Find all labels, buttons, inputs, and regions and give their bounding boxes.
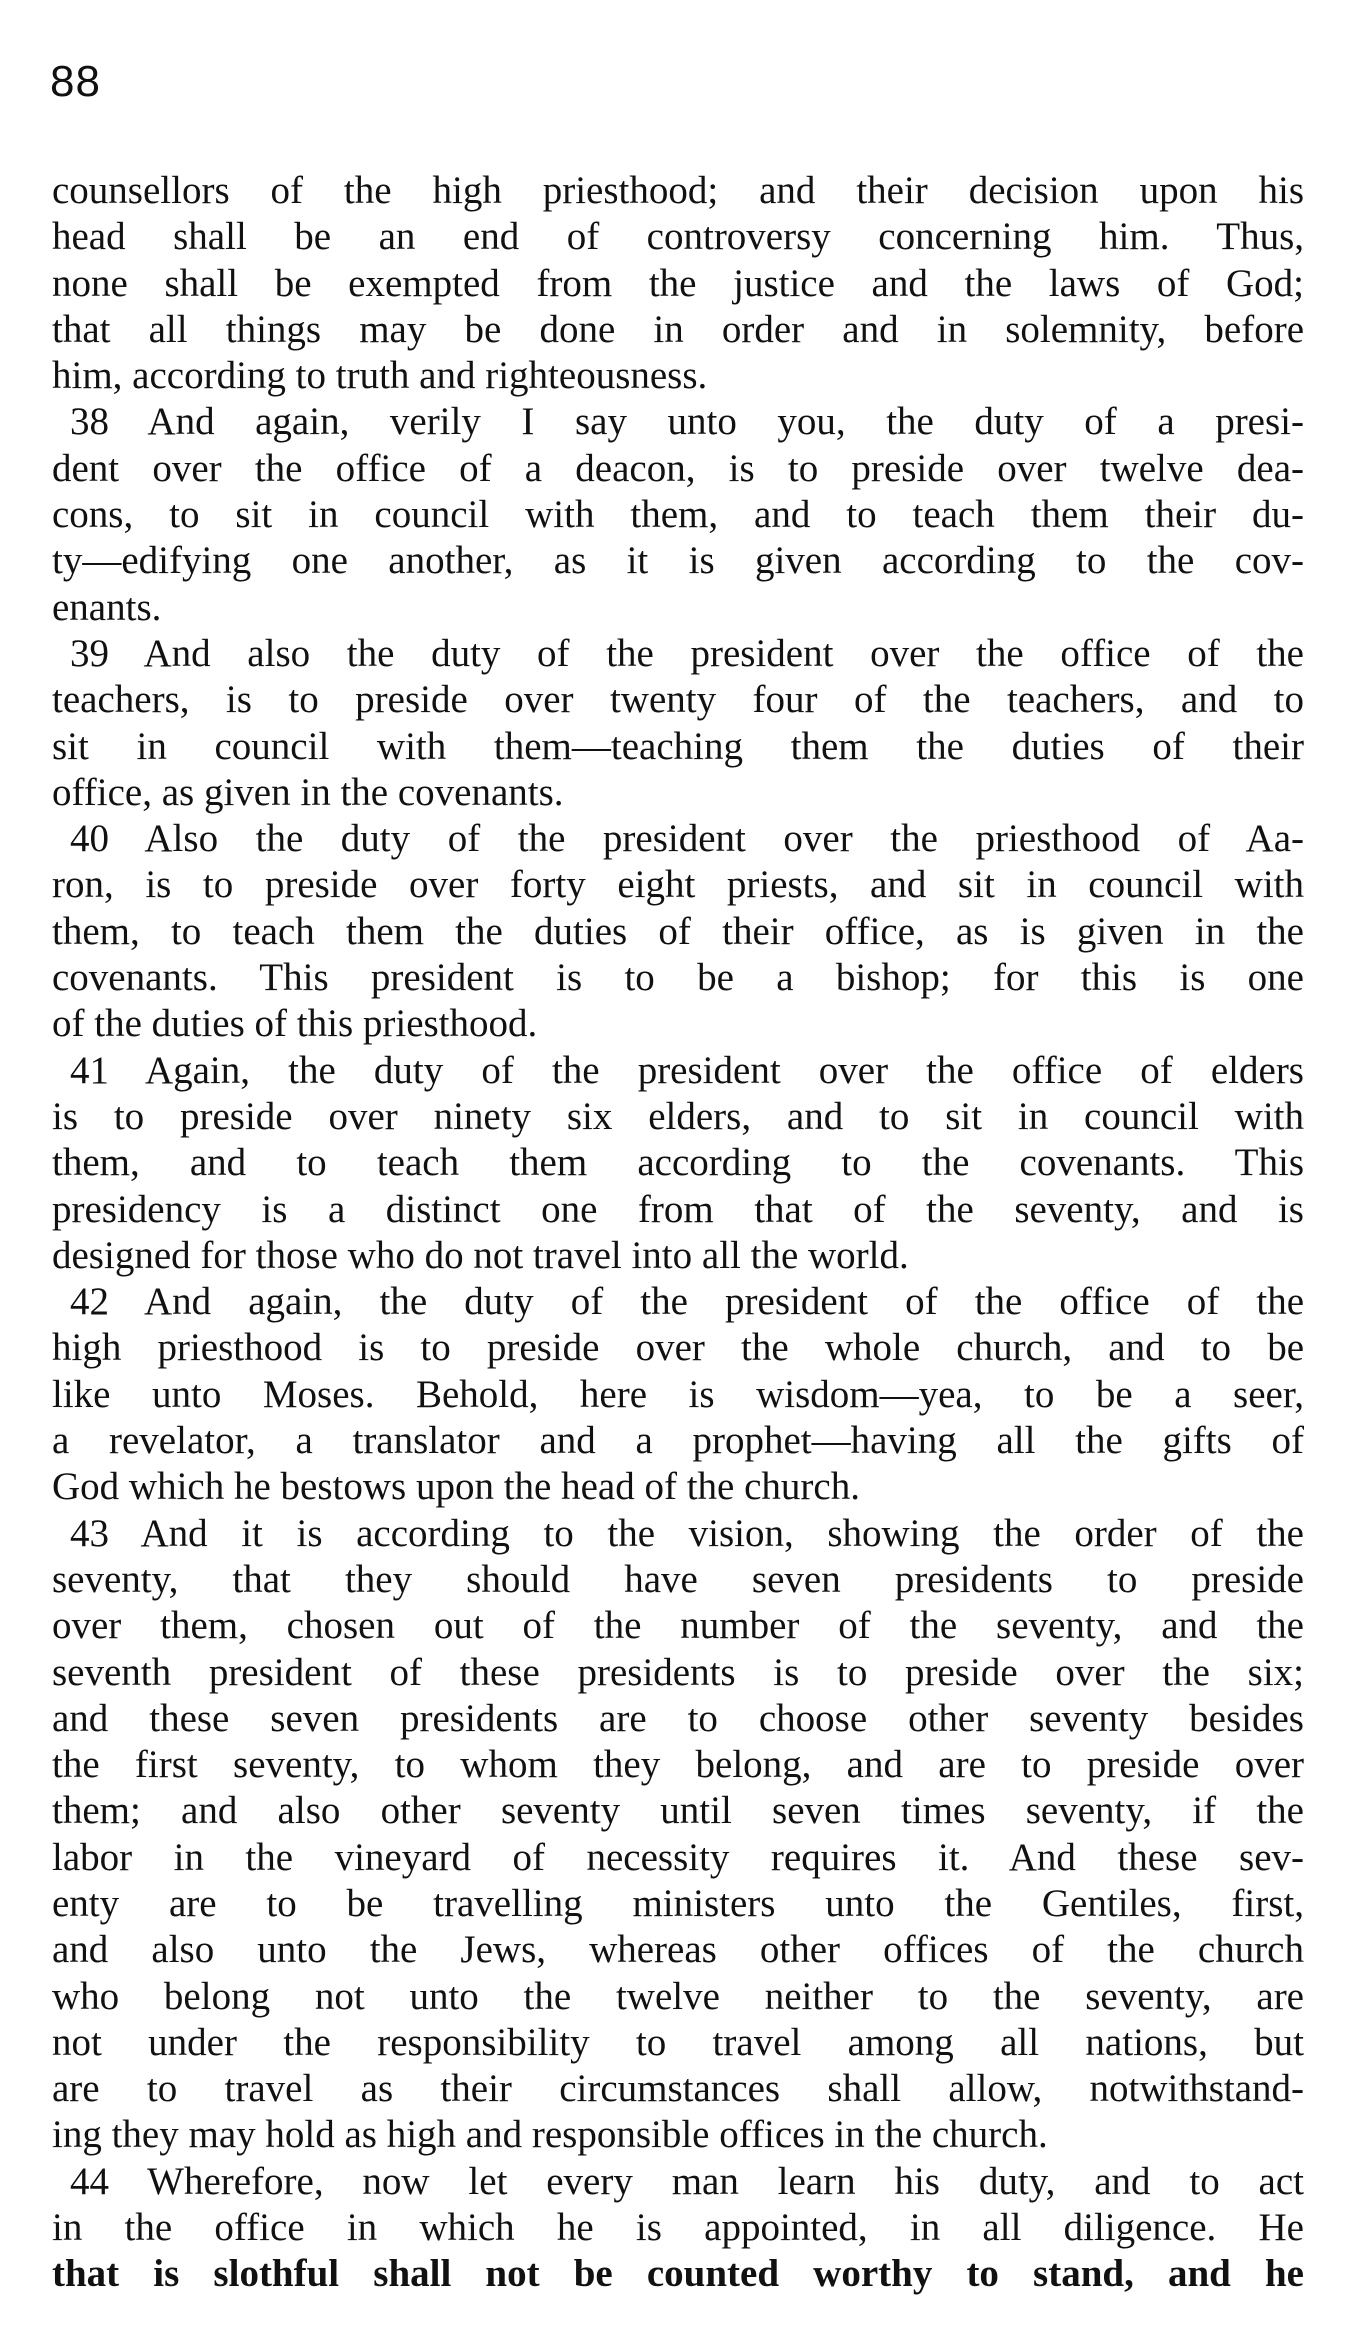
text-line: office, as given in the covenants. <box>52 770 564 814</box>
text-line: 39 And also the duty of the president over the office of the <box>70 631 1304 675</box>
text-line: high priesthood is to preside over the whole church, and to be <box>52 1326 1304 1370</box>
text-line: labor in the vineyard of necessity requires it. And these sev- <box>52 1835 1304 1879</box>
text-line: and also unto the Jews, whereas other offices of the church <box>52 1928 1304 1972</box>
text-line: over them, chosen out of the number of the seventy, and the <box>52 1604 1304 1648</box>
text-line: 41 Again, the duty of the president over the office of elders <box>70 1048 1304 1092</box>
text-line: head shall be an end of controversy concerning him. Thus, <box>52 215 1304 259</box>
page-number: 88 <box>50 57 101 106</box>
text-line: 44 Wherefore, now let every man learn his duty, and to act <box>70 2159 1304 2203</box>
text-line: seventy, that they should have seven presidents to preside <box>52 1557 1304 1601</box>
text-line: 42 And again, the duty of the president of the office of the <box>70 1280 1304 1324</box>
text-line: 40 Also the duty of the president over the priesthood of Aa- <box>70 817 1304 861</box>
text-line: none shall be exempted from the justice and the laws of God; <box>52 261 1304 305</box>
text-line: him, according to truth and righteousness. <box>52 354 708 398</box>
text-line: counsellors of the high priesthood; and their decision upon his <box>52 169 1304 212</box>
body-text <box>52 168 1304 2298</box>
text-line: dent over the office of a deacon, is to preside over twelve dea- <box>52 446 1304 490</box>
text-line: covenants. This president is to be a bishop; for this is one <box>52 956 1304 1000</box>
text-line: who belong not unto the twelve neither to the seventy, are <box>52 1974 1304 2018</box>
text-line: sit in council with them—teaching them the duties of their <box>52 724 1304 768</box>
text-line: like unto Moses. Behold, here is wisdom—yea, to be a seer, <box>52 1372 1304 1416</box>
text-line: designed for those who do not travel into all the world. <box>52 1233 909 1277</box>
text-line: 38 And again, verily I say unto you, the duty of a presi- <box>70 400 1304 444</box>
text-line: them; and also other seventy until seven times seventy, if the <box>52 1789 1304 1833</box>
text-line: presidency is a distinct one from that of the seventy, and is <box>52 1187 1304 1231</box>
text-line: ty—edifying one another, as it is given according to the cov- <box>52 539 1304 583</box>
text-line: them, and to teach them according to the covenants. This <box>52 1141 1304 1185</box>
text-line: and these seven presidents are to choose other seventy besides <box>52 1696 1304 1740</box>
text-line: in the office in which he is appointed, in all diligence. He <box>52 2206 1304 2250</box>
text-line: are to travel as their circumstances shall allow, notwithstand- <box>52 2067 1304 2111</box>
text-line: that is slothful shall not be counted worthy to stand, and he <box>52 2252 1304 2296</box>
text-line: seventh president of these presidents is to preside over the six; <box>52 1650 1304 1694</box>
text-line: a revelator, a translator and a prophet—having all the gifts of <box>52 1419 1304 1463</box>
text-line: ron, is to preside over forty eight priests, and sit in council with <box>52 863 1304 907</box>
text-line: of the duties of this priesthood. <box>52 1002 538 1046</box>
text-line: the first seventy, to whom they belong, and are to preside over <box>52 1743 1304 1787</box>
text-line: enants. <box>52 585 162 629</box>
text-line: not under the responsibility to travel among all nations, but <box>52 2020 1304 2064</box>
text-line: 43 And it is according to the vision, showing the order of the <box>70 1511 1304 1555</box>
text-line: cons, to sit in council with them, and to teach them their du- <box>52 493 1304 537</box>
text-line: them, to teach them the duties of their office, as is given in the <box>52 909 1304 953</box>
text-line: ing they may hold as high and responsible offices in the church. <box>52 2113 1048 2157</box>
text-line: is to preside over ninety six elders, and to sit in council with <box>52 1094 1304 1138</box>
text-line: that all things may be done in order and in solemnity, before <box>52 307 1304 351</box>
text-line: God which he bestows upon the head of the church. <box>52 1465 860 1509</box>
text-line: teachers, is to preside over twenty four of the teachers, and to <box>52 678 1304 722</box>
text-line: enty are to be travelling ministers unto the Gentiles, first, <box>52 1881 1304 1925</box>
